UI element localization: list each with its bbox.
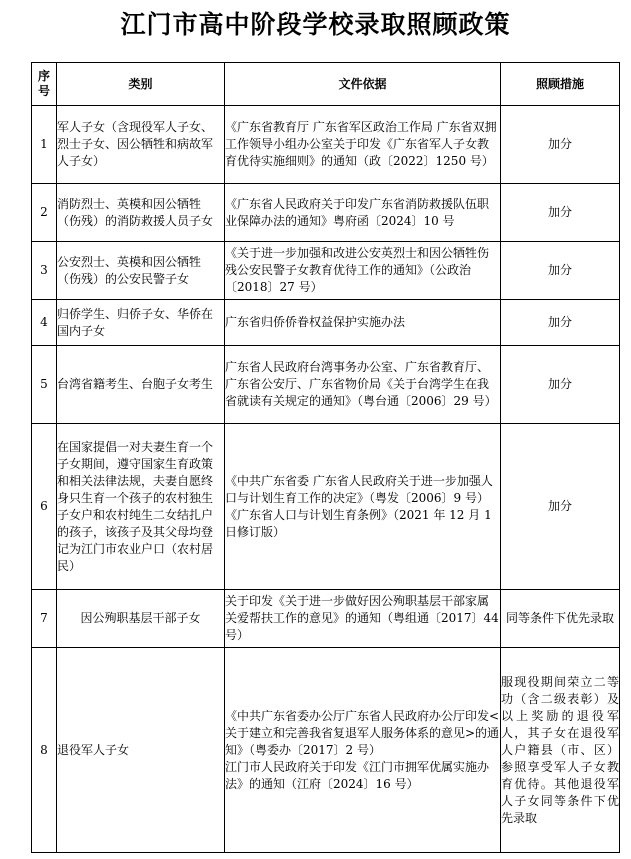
row-measure: 加分 [501, 106, 620, 184]
row-measure: 同等条件下优先录取 [501, 590, 620, 648]
row-no: 7 [32, 590, 57, 648]
table-row [32, 648, 620, 853]
header-basis: 文件依据 [225, 63, 501, 106]
header-no: 序号 [32, 63, 57, 106]
row-category: 在国家提倡一对夫妻生育一个子女期间，遵守国家生育政策和相关法律法规，夫妻自愿终身只生育一个孩子的农村独生子女户和农村纯生二女结扎户的孩子，该孩子及其父母均登记为江门市农业户口（农村居民） [57, 424, 225, 590]
row-measure: 加分 [501, 242, 620, 300]
page-title: 江门市高中阶段学校录取照顾政策 [120, 10, 511, 39]
table-row [32, 346, 620, 424]
row-basis: 《广东省人民政府关于印发广东省消防救援队伍职业保障办法的通知》粤府函〔2024〕10 号 [225, 184, 501, 242]
row-category: 台湾省籍考生、台胞子女考生 [57, 346, 225, 424]
row-no: 2 [32, 184, 57, 242]
row-no: 6 [32, 424, 57, 590]
table-row [32, 424, 620, 590]
table-row [32, 242, 620, 300]
row-measure: 加分 [501, 346, 620, 424]
header-category: 类别 [57, 63, 225, 106]
header-measure: 照顾措施 [501, 63, 620, 106]
row-basis: 《关于进一步加强和改进公安英烈士和因公牺牲伤残公安民警子女教育优待工作的通知》（公政治〔2018〕27 号） [225, 242, 501, 300]
row-no: 5 [32, 346, 57, 424]
row-measure: 加分 [501, 184, 620, 242]
row-category: 归侨学生、归侨子女、华侨在国内子女 [57, 300, 225, 346]
row-no: 3 [32, 242, 57, 300]
row-basis: 《广东省教育厅 广东省军区政治工作局 广东省双拥工作领导小组办公室关于印发《广东省军人子女教育优待实施细则》的通知（政〔2022〕1250 号） [225, 106, 501, 184]
row-no: 4 [32, 300, 57, 346]
row-basis: 《中共广东省委 广东省人民政府关于进一步加强人口与计划生育工作的决定》（粤发〔2006〕9 号） 《广东省人口与计划生育条例》（2021 年 12 月 1 日修订版） [225, 424, 501, 590]
row-no: 8 [32, 648, 57, 853]
row-basis: 广东省归侨侨眷权益保护实施办法 [225, 300, 501, 346]
row-no: 1 [32, 106, 57, 184]
row-measure: 服现役期间荣立二等功（含二级表彰）及以上奖励的退役军人，其子女在退役军人户籍县（市、区）参照享受军人子女教育优待。其他退役军人子女同等条件下优先录取 [501, 648, 620, 853]
table-row [32, 590, 620, 648]
row-category: 因公殉职基层干部子女 [57, 590, 225, 648]
row-category: 退役军人子女 [57, 648, 225, 853]
row-basis: 《中共广东省委办公厅广东省人民政府办公厅印发<关于建立和完善我省复退军人服务体系的意见>的通知》（粤委办〔2017〕2 号） 江门市人民政府关于印发《江门市拥军优属实施办法》的通知（江府〔2024〕16 号） [225, 648, 501, 853]
row-category: 消防烈士、英模和因公牺牲（伤残）的消防救援人员子女 [57, 184, 225, 242]
row-basis: 广东省人民政府台湾事务办公室、广东省教育厅、广东省公安厅、广东省物价局《关于台湾学生在我省就读有关规定的通知》（粤台通〔2006〕29 号） [225, 346, 501, 424]
table-row [32, 184, 620, 242]
row-category: 公安烈士、英模和因公牺牲（伤残）的公安民警子女 [57, 242, 225, 300]
row-category: 军人子女（含现役军人子女、烈士子女、因公牺牲和病故军人子女） [57, 106, 225, 184]
row-measure: 加分 [501, 300, 620, 346]
table-row [32, 300, 620, 346]
header-row [32, 63, 620, 106]
row-basis: 关于印发《关于进一步做好因公殉职基层干部家属关爱帮扶工作的意见》的通知（粤组通〔2017〕44 号） [225, 590, 501, 648]
policy-table [31, 62, 620, 853]
table-row [32, 106, 620, 184]
row-measure: 加分 [501, 424, 620, 590]
